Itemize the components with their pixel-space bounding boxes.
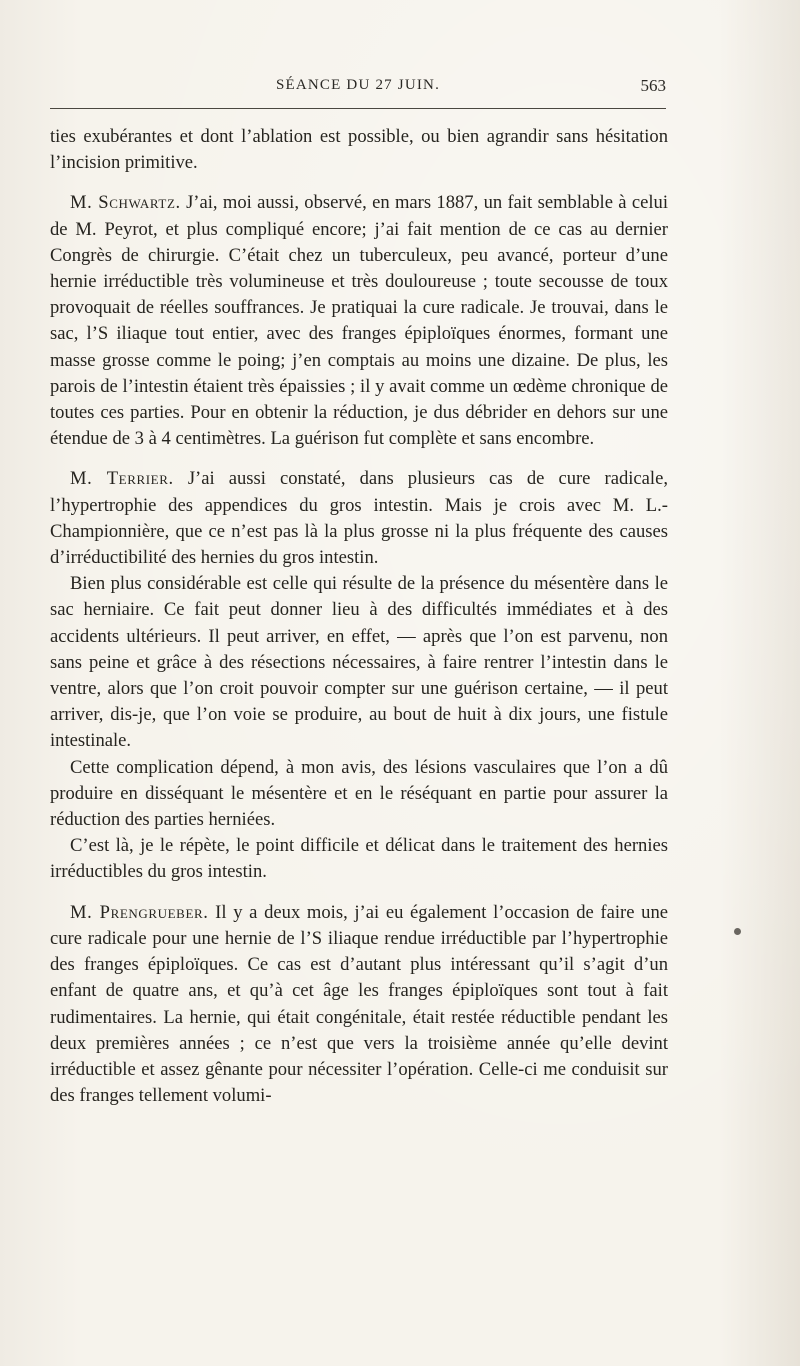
paragraph-terrier-4 (50, 833, 668, 885)
margin-ink-spot (734, 928, 741, 935)
body-text (50, 124, 668, 1109)
speaker-name: M. Schwartz. (70, 192, 181, 214)
paragraph-text: C’est là, je le répète, le point difficile et délicat dans le traitement des hernies irréductibles du gros intestin. (50, 835, 668, 883)
paragraph-text: Cette complication dépend, à mon avis, des lésions vasculaires que l’on a dû produire en disséquant le mésentère et en le réséquant en partie pour assurer la réduction des parties herniées. (50, 756, 668, 831)
paragraph-continuation (50, 124, 668, 176)
page-header (50, 74, 666, 104)
paragraph-text: Bien plus considérable est celle qui résulte de la présence du mésentère dans le sac herniaire. Ce fait peut donner lieu à des difficultés immédiates et à des accidents ultérieurs. Il peut arriver, en effet, — après que l’on est parvenu, non sans peine et grâce à des résections nécessaires, à faire rentrer l’intestin dans le ventre, alors que l’on croit pouvoir compter sur une guérison certaine, — il peut arriver, dis-je, que l’on voie se produire, au bout de huit à dix jours, une fistule intestinale. (50, 573, 668, 752)
header-rule (50, 108, 666, 109)
paragraph-text: Il y a deux mois, j’ai eu également l’occasion de faire une cure radicale pour une hernie de l’S iliaque rendue irréductible par l’hypertrophie des franges épiploïques. Ce cas est d’autant plus intéressant qu’il s’agit d’un enfant de quatre ans, et qu’à cet âge les franges épiploïques sont tout à fait rudimentaires. La hernie, qui était congénitale, était restée réductible pendant les deux premières années ; ce n’est que vers la troisième année qu’elle devint irréductible et assez gênante pour nécessiter l’opération. Celle-ci me conduisit sur des franges tellement volumi- (50, 901, 668, 1107)
page-number: 563 (640, 76, 666, 95)
paragraph-terrier (50, 466, 668, 571)
paragraph-text: J’ai, moi aussi, observé, en mars 1887, un fait semblable à celui de M. Peyrot, et plus compliqué encore; j’ai fait mention de ce cas au dernier Congrès de chirurgie. C’était chez un tuberculeux, peu avancé, porteur d’une hernie irréductible très volumineuse et très douloureuse ; toute secousse de toux provoquait de réelles souffrances. Je pratiquai la cure radicale. Je trouvai, dans le sac, l’S iliaque tout entier, avec des franges épiploïques énormes, formant une masse grosse comme le poing; j’en comptais au moins une dizaine. De plus, les parois de l’intestin étaient très épaissies ; il y avait comme un œdème chronique de toutes ces parties. Pour en obtenir la réduction, je dus débrider en dehors sur une étendue de 3 à 4 centimètres. La guérison fut complète et sans encombre. (50, 192, 668, 450)
paragraph-prengrueber (50, 900, 668, 1110)
paragraph-schwartz (50, 190, 668, 452)
speaker-name: M. Terrier. (70, 468, 174, 490)
paragraph-terrier-2 (50, 571, 668, 754)
paragraph-text: J’ai aussi constaté, dans plusieurs cas de cure radicale, l’hypertrophie des appendices du gros intestin. Mais je crois avec M. L.-Championnière, que ce n’est pas là la plus grosse ni la plus fréquente des causes d’irréductibilité des hernies du gros intestin. (50, 468, 668, 569)
paragraph-terrier-3 (50, 755, 668, 834)
speaker-name: M. Prengrueber. (70, 901, 209, 923)
paragraph-text: ties exubérantes et dont l’ablation est possible, ou bien agrandir sans hésitation l’incision primitive. (50, 126, 668, 174)
running-title: SÉANCE DU 27 JUIN. (275, 77, 441, 93)
